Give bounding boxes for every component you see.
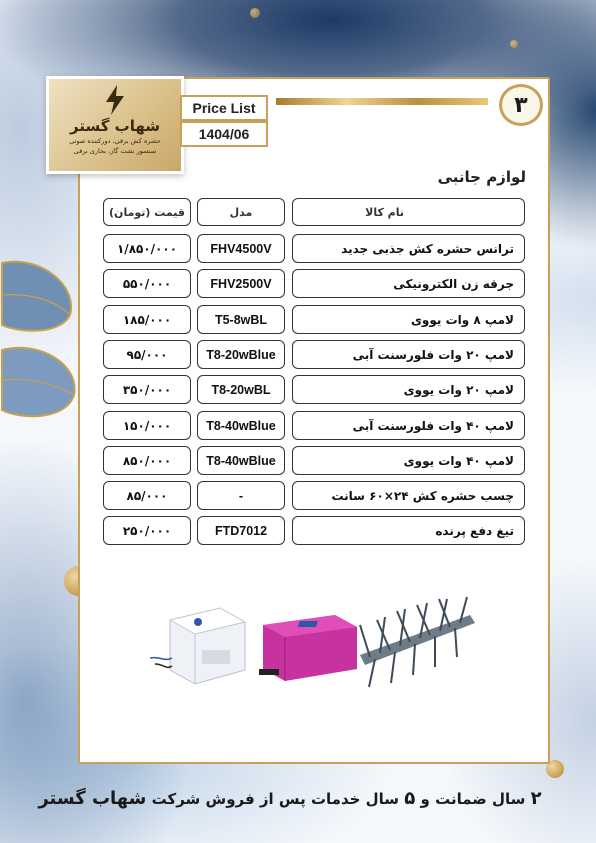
table-cell-name: لامپ ۴۰ وات یووی bbox=[292, 446, 525, 475]
leaf-decoration bbox=[0, 255, 80, 435]
company-logo bbox=[46, 76, 184, 174]
table-cell-price: ۱۸۵/۰۰۰ bbox=[103, 305, 191, 334]
gold-dot bbox=[250, 8, 260, 18]
table-cell-price: ۹۵/۰۰۰ bbox=[103, 340, 191, 369]
logo-subtitle-1: حشره کش برقی، دورکننده صوتی bbox=[69, 137, 161, 145]
table-cell-model: FTD7012 bbox=[197, 516, 285, 545]
page-number-badge: ۳ bbox=[499, 84, 543, 126]
table-cell-name: لامپ ۴۰ وات فلورسنت آبی bbox=[292, 411, 525, 440]
table-cell-model: FHV2500V bbox=[197, 269, 285, 298]
electronic-igniter-image bbox=[255, 607, 360, 692]
table-cell-model: T5-8wBL bbox=[197, 305, 285, 334]
transformer-box-image bbox=[150, 600, 250, 690]
table-cell-price: ۵۵۰/۰۰۰ bbox=[103, 269, 191, 298]
table-cell-price: ۸۵/۰۰۰ bbox=[103, 481, 191, 510]
price-list-label: Price List bbox=[180, 95, 268, 121]
lightning-bolt-icon bbox=[104, 85, 126, 115]
logo-title: شهاب گستر bbox=[69, 117, 161, 135]
footer-num-2: ۵ bbox=[404, 788, 416, 809]
table-cell-name: تیغ دفع پرنده bbox=[292, 516, 525, 545]
table-cell-price: ۳۵۰/۰۰۰ bbox=[103, 375, 191, 404]
table-cell-model: FHV4500V bbox=[197, 234, 285, 263]
table-cell-name: لامپ ۲۰ وات فلورسنت آبی bbox=[292, 340, 525, 369]
logo-subtitle-2: سنسور نشت گاز، بخاری برقی bbox=[73, 147, 157, 155]
section-title: لوازم جانبی bbox=[437, 168, 526, 186]
table-cell-price: ۱/۸۵۰/۰۰۰ bbox=[103, 234, 191, 263]
table-cell-price: ۸۵۰/۰۰۰ bbox=[103, 446, 191, 475]
table-cell-model: T8-40wBlue bbox=[197, 446, 285, 475]
header-model: مدل bbox=[197, 198, 285, 226]
table-cell-model: T8-20wBL bbox=[197, 375, 285, 404]
header-name: نام کالا bbox=[292, 198, 525, 226]
footer-num-1: ۲ bbox=[530, 788, 542, 809]
table-cell-model: T8-20wBlue bbox=[197, 340, 285, 369]
table-cell-name: ترانس حشره کش جذبی جدید bbox=[292, 234, 525, 263]
warranty-footer bbox=[30, 788, 550, 809]
footer-text-2: سال خدمات پس از فروش شرکت bbox=[151, 790, 400, 808]
price-list-date: 1404/06 bbox=[180, 121, 268, 147]
table-cell-name: جرقه زن الکترونیکی bbox=[292, 269, 525, 298]
table-cell-price: ۱۵۰/۰۰۰ bbox=[103, 411, 191, 440]
table-cell-name: چسب حشره کش ۲۴×۶۰ سانت bbox=[292, 481, 525, 510]
table-cell-name: لامپ ۲۰ وات یووی bbox=[292, 375, 525, 404]
header-price: قیمت (تومان) bbox=[103, 198, 191, 226]
table-cell-model: - bbox=[197, 481, 285, 510]
bird-spike-image bbox=[355, 595, 480, 690]
footer-brand: شهاب گستر bbox=[38, 788, 147, 809]
product-images bbox=[150, 595, 480, 695]
header-gold-line bbox=[276, 98, 488, 105]
table-cell-name: لامپ ۸ وات یووی bbox=[292, 305, 525, 334]
table-cell-price: ۲۵۰/۰۰۰ bbox=[103, 516, 191, 545]
table-cell-model: T8-40wBlue bbox=[197, 411, 285, 440]
gold-dot bbox=[510, 40, 518, 48]
footer-text-1: سال ضمانت و bbox=[420, 790, 526, 808]
